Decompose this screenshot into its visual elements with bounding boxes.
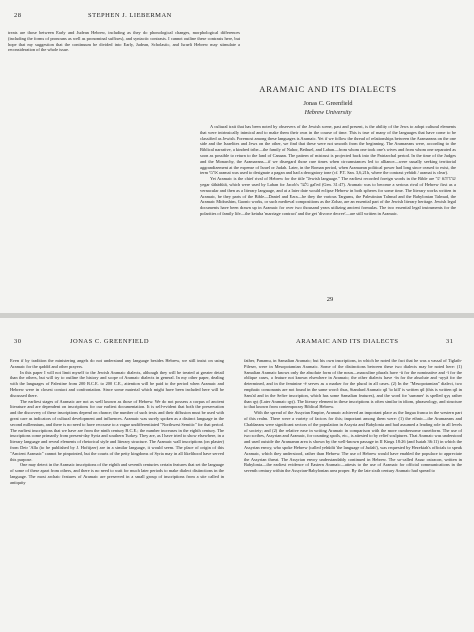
lieberman-paragraph: treats are those between Early and Judean Hebrew, including as they do phonological changes, morphological differences (including the forms of pronouns as well as pronominal suffixes), and syntactic contrasts. I cannot outline these contrasts here, but hope that my suggestion that the continuum be divided into Early, Judean, Scholastic, and Israeli Hebrew may stimulate a reconsideration of the whole issue.	[8, 30, 240, 53]
page-number-31: 31	[446, 338, 454, 345]
page-number-30: 30	[14, 338, 22, 345]
article-affiliation: Hebrew University	[304, 109, 352, 116]
right-paragraph: With the spread of the Assyrian Empire, Aramaic achieved an important place as the lingua franca in the western part of this realm. There were a variety of factors for this; important among them were: (1) the ethnic—the Aramaeans and Chaldaeans were significant sectors of the population in Assyria and Babylonia and had assumed a leading role in all levels of society; and (2) the relative ease in writing Aramaic in comparison with the more cumbersome cuneiform. The use of two scribes, Assyrian and Aramaic, for counting spoils, etc., is attested to by relief sculptures. That Aramaic was understood and used outside the Aramaean area is shown by the well-known passage in II Kings 18:26 (and Isaiah 36:11) in which the Assyrian envoy, who spoke Hebrew (called yehûdit 'the language of Judah'), was requested by Hezekiah's officials to speak Aramaic, which they understood, rather than Hebrew. The use of Hebrew would have enabled the populace to appreciate the Assyrian threat. The Assyrian envoy understandably continued in Hebrew. The so-called Assur ostracon, written in Babylonia—the earliest evidence of Eastern Aramaic—attests to the use of Aramaic for official communications in the seventh century within the Assyrian-Babylonian area proper. By the late sixth century Aramaic had spread to	[244, 410, 462, 474]
left-paragraph: In this paper I will not limit myself to the Jewish Aramaic dialects, although they will be treated at greater detail than the others, but will try to outline the history and scope of Aramaic dialects in general. In my other paper, dealing with the languages of Palestine from 200 B.C.E. to 200 C.E., attention will be paid to the period when Aramaic and Hebrew were in closest contact and confrontation. Since some material which might have been included here will be discussed there.	[10, 369, 224, 398]
left-paragraph: One may detect in the Aramaic inscriptions of the eighth and seventh centuries certain features that set the language of some of these apart from others, and there is no need to wait for much later periods to make dialect distinctions in the language. The most archaic features of Aramaic are preserved in a small group of inscriptions from a site called in antiquity	[10, 462, 224, 485]
page-number-28: 28	[14, 12, 22, 19]
article-paragraph: A cultural trait that has been noted by observers of the Jewish scene, past and present, is the ability of the Jews to adopt cultural elements that were intrinsically inimical and to make them their own in the course of time. This is true of many of the languages that have come to be classified as Jewish. Foremost among these languages is Aramaic. Yet if we follow the thread of relationships between the Aramaeans on the one side and the Israelites and Jews on the other, we find that these were not smooth from the beginning. The Aramaeans were, according to the Biblical narrative, a kindred tribe—the family of Nahor, Bethuel, and Laban—from whom one took one's wives and from whom one separated as soon as possible to return to the land of Canaan. The pattern of mistrust is projected back into the Patriarchal period. In the time of the Judges and the Monarchy, the Aramaeans—if we disregard those rare times when circumstances led to alliance—were usually seeking territorial aggrandizement at the expense of Israel or Judah. Later, in the Roman period, when Aramaean political power had long since ceased to exist, the term ארמי aramai was used to designate a pagan and had a derogatory tone (cf. P.T. San. 3,6,21b, where the contrast yehûdi / aramai is clear).	[200, 124, 456, 176]
lieberman-closing-text	[8, 30, 240, 53]
top-page-spread	[0, 0, 474, 313]
article-title: ARAMAIC AND ITS DIALECTS	[259, 84, 397, 94]
article-body	[200, 124, 456, 217]
running-head-greenfield: JONAS C. GREENFIELD	[70, 338, 150, 345]
left-paragraph: The earliest stages of Aramaic are not as well known as those of Hebrew. We do not possess a corpus of ancient literature and are dependent on inscriptions for our earliest documentation. It is self-evident that both the preservation and the discovery of these inscriptions depend on chance; the number of such texts and their diffusion must be used with great care as indicators of cultural development and influences. Aramaic was surely spoken as a distinct language in the second millennium, and there is no need to have recourse to a vague undifferentiated "Northwest Semitic" for that period. The earliest inscriptions that we have are from the ninth century B.C.E.; the number increases in the eighth century. The inscriptions come primarily from present-day Syria and southern Turkey. They are, as I have tried to show elsewhere, in a literary language and reveal elements of rhetorical style and literary structure. The Aramaic wall inscriptions (on plaster) from Deir 'Alla (to be published by J. Hoftijzer) are in a similar language, it would seem. The place of origin of this "Ancient Aramaic" cannot be pinpointed, but the courts of the petty kingdoms of Syria may in all likelihood have served this purpose.	[10, 398, 224, 462]
left-column-text	[10, 358, 224, 486]
bottom-page-spread	[0, 318, 474, 632]
running-head-lieberman: STEPHEN J. LIEBERMAN	[88, 12, 172, 19]
page-number-29: 29	[326, 296, 334, 303]
left-paragraph: Even if by tradition the ministering angels do not understand any language besides Hebrew, we still insist on using Aramaic for the qaddiš and other prayers.	[10, 358, 224, 369]
article-author: Jonas C. Greenfield	[303, 100, 353, 107]
right-column-text	[244, 358, 462, 474]
article-paragraph: Yet Aramaic is the chief rival of Hebrew for the title "Jewish language." The earliest recorded foreign words in the Bible are שהדותא יגר yegar śāhădūtā, which were used by Laban for Jacob's גלעד gal'ed (Gen. 31:47). Aramaic was to become a serious rival of Hebrew first as a vernacular and then as a literary language, and at a later date would eclipse Hebrew in both spheres for some time. The literary works written in Aramaic, be they parts of the Bible—Daniel and Ezra—be they the various Targums, the Palestinian Talmud and the Babylonian Talmud, the Aramaic Midrashim, Gaonic works, or such medieval compositions as the Zohar, are an essential part of the Jewish literary heritage. Jewish legal documents have been drawn up in Aramaic for over two thousand years utilizing ancient formulas. The two essential legal instruments for the polarities of family life—the ketuba 'marriage contract' and the get 'divorce decree'—are still written in Aramaic.	[200, 176, 456, 216]
right-paragraph: father, Panamu, in Samalian Aramaic; but his own inscriptions, in which he noted the fact that he was a vassal of Tiglath-Pileser, were in Mesopotamian Aramaic. Some of the distinctions between these two dialects may be noted here: (1) Samalian Aramaic knows only the absolute form of the noun—masculine plurals have -ū for the nominative and -ī for the oblique cases, a feature not known elsewhere in Aramaic; the other dialects have -īn for the absolute and -ayyā for the determined, and in the feminine -ē serves as a marker for the plural in all cases. (2) In the "Mesopotamian" dialect, two emphatic consonants are not found in the same word: thus, Standard Aramaic qṭl 'to kill' is written qtl (this is written qṭl in Sam'al and in the Sefire inscription, which has some Samalian features), and the word for 'summer' is spelled qyṣ rather than qyṭ (Later Aramaic qyṭ). The literary element in these inscriptions is often similar in idiom, phraseology, and structure to that known from contemporary Biblical Hebrew.	[244, 358, 462, 410]
running-head-aramaic: ARAMAIC AND ITS DIALECTS	[296, 338, 399, 345]
